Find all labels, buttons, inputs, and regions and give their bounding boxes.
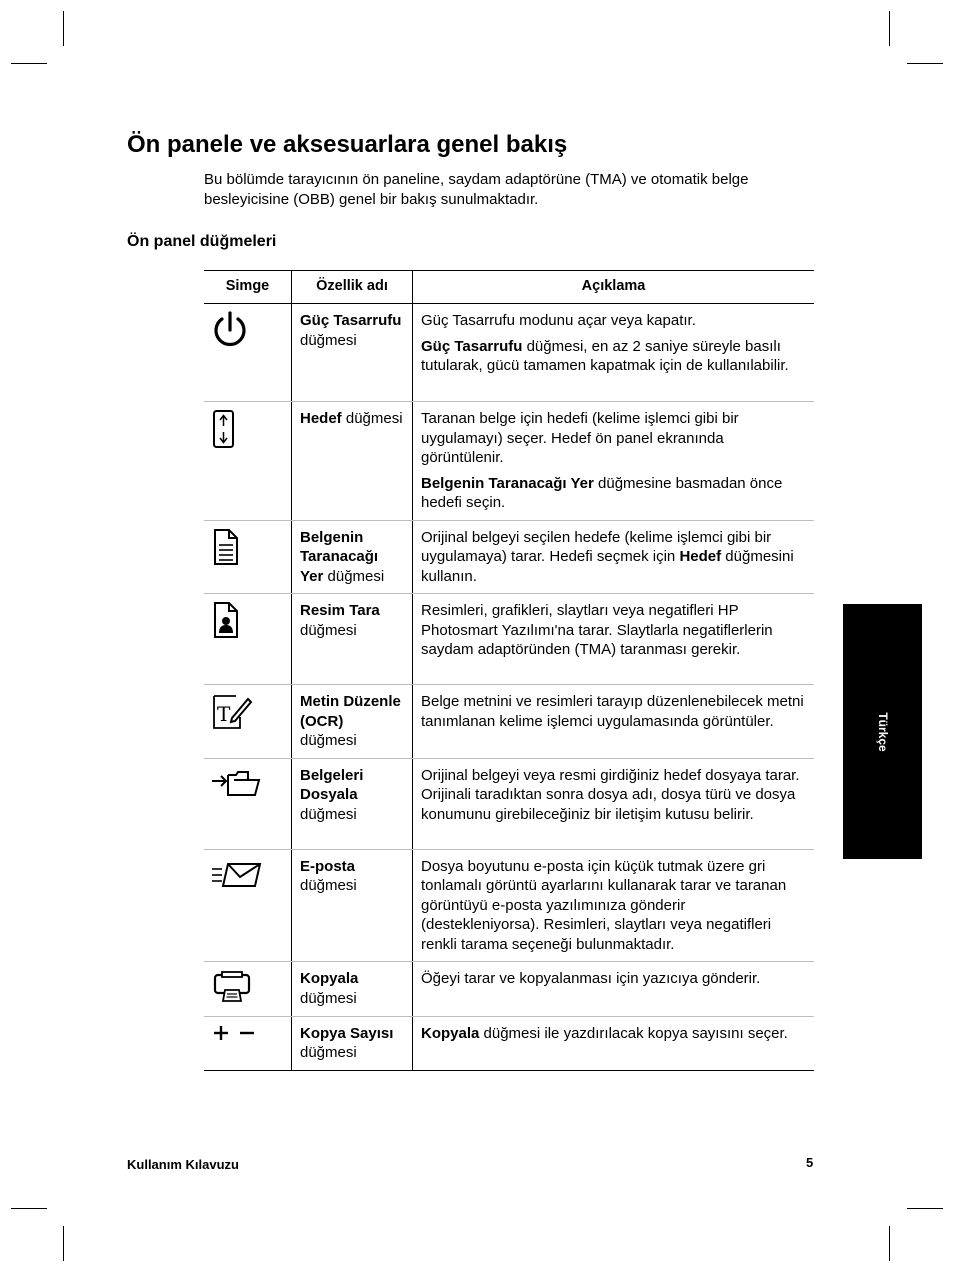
description-line: Öğeyi tarar ve kopyalanması için yazıcıya gönderir.: [421, 970, 761, 987]
feature-name-rest: düğmesi: [300, 1044, 357, 1061]
table-header-row: [204, 271, 814, 304]
feature-name-rest: düğmesi: [300, 805, 357, 823]
table-row: [204, 402, 814, 521]
language-side-tab: [843, 604, 922, 859]
section-heading: Ön panel düğmeleri: [127, 233, 277, 250]
page-title: Ön panele ve aksesuarlara genel bakış: [127, 131, 568, 158]
footer-manual-title: Kullanım Kılavuzu: [127, 1157, 239, 1172]
intro-paragraph: Bu bölümde tarayıcının ön paneline, saydam adaptörüne (TMA) ve otomatik belge besleyicisine (OBB) genel bir bakış sunulmaktadır.: [204, 171, 749, 208]
description-bold: Kopyala: [421, 1024, 480, 1042]
svg-text:T: T: [217, 702, 231, 726]
feature-name-rest: düğmesi: [300, 331, 357, 349]
copy-printer-icon: [210, 968, 254, 1004]
crop-mark: [907, 1208, 943, 1209]
description-line: [421, 528, 806, 587]
description-line: Dosya boyutunu e-posta için küçük tutmak üzere gri tonlamalı görüntü ayarlarını kullanarak tarar ve taranan görüntüyü e-posta yazılımınıza gönderir (destekleniyorsa). Resimleri, slaytları veya negatifleri renkli tarama seçeneği bulunmaktadır.: [421, 857, 787, 953]
feature-name-rest: düğmesi: [300, 621, 357, 639]
table-row: [204, 520, 814, 594]
document-icon: [210, 527, 250, 567]
feature-name-bold: Hedef: [300, 410, 342, 427]
table-row: [204, 849, 814, 962]
feature-name-bold: Kopya Sayısı: [300, 1024, 394, 1042]
description-text: düğmesi ile yazdırılacak kopya sayısını seçer.: [479, 1024, 788, 1042]
description-text: düğmesini kullanın.: [421, 548, 794, 585]
table-row: [204, 304, 814, 402]
feature-name-bold: E-posta: [300, 857, 356, 875]
description-line: Resimleri, grafikleri, slaytları veya negatifleri HP Photosmart Yazılımı'na tarar. Slaytlarla negatiflerlerin saydam adaptöründen (TMA) taranması gerekir.: [421, 602, 773, 658]
crop-mark: [889, 11, 890, 46]
feature-name-rest: düğmesi: [300, 989, 357, 1007]
ocr-edit-icon: [210, 691, 254, 731]
table-row: [204, 685, 814, 759]
feature-name-bold: Metin Düzenle (OCR): [300, 693, 401, 730]
power-icon: [210, 310, 250, 350]
feature-name-bold: Güç Tasarrufu: [300, 312, 402, 329]
destination-icon: [210, 408, 250, 452]
crop-mark: [11, 1208, 47, 1209]
feature-name-rest: düğmesi: [323, 567, 385, 585]
language-label: Türkçe: [875, 711, 890, 752]
description-bold: Hedef: [679, 548, 722, 565]
file-folder-icon: [210, 765, 264, 801]
description-line: Orijinal belgeyi veya resmi girdiğiniz hedef dosyaya tarar. Orijinali taradıktan sonra dosya adı, dosya türü ve dosya konumunu girebileceğiniz bir iletişim kutusu belirir.: [421, 766, 800, 823]
description-line: Belge metnini ve resimleri tarayıp düzenlenebilecek metni tanımlanan kelime işlemci uygulamasında görüntüler.: [421, 693, 804, 730]
table-row: [204, 758, 814, 849]
feature-name-bold: Kopyala: [300, 970, 359, 987]
feature-name-rest: düğmesi: [341, 410, 403, 427]
description-line: [421, 337, 806, 376]
feature-name-rest: düğmesi: [300, 732, 357, 749]
feature-name-rest: düğmesi: [300, 877, 357, 894]
table-row: [204, 1016, 814, 1070]
crop-mark: [11, 63, 47, 64]
email-icon: [210, 856, 264, 892]
picture-icon: [210, 600, 250, 640]
plus-minus-icon: [210, 1023, 260, 1047]
description-bold: Güç Tasarrufu: [421, 337, 523, 355]
description-line: Güç Tasarrufu modunu açar veya kapatır.: [421, 312, 696, 329]
description-line: [421, 474, 806, 513]
description-text: Orijinal belgeyi seçilen hedefe (kelime işlemci gibi bir uygulamaya) tarar. Hedefi seçmek için: [421, 528, 772, 565]
header-feature: Özellik adı: [292, 271, 413, 304]
crop-mark: [907, 63, 943, 64]
description-line: Taranan belge için hedefi (kelime işlemci gibi bir uygulamayı) seçer. Hedef ön panel ekranında görüntülenir.: [421, 410, 739, 466]
feature-name-bold: Belgenin Taranacağı Yer: [300, 528, 379, 585]
table-row: [204, 962, 814, 1017]
crop-mark: [63, 11, 64, 46]
description-text: düğmesine basmadan önce hedefi seçin.: [421, 474, 783, 511]
description-bold: Belgenin Taranacağı Yer: [421, 474, 594, 492]
description-text: düğmesi, en az 2 saniye süreyle basılı tutularak, gücü tamamen kapatmak için de kullanılabilir.: [421, 337, 789, 374]
crop-mark: [889, 1226, 890, 1261]
feature-name-bold: Belgeleri Dosyala: [300, 766, 364, 803]
description-line: [421, 1024, 806, 1044]
table-row: [204, 594, 814, 685]
page-number: 5: [806, 1155, 814, 1170]
header-description: Açıklama: [413, 271, 815, 304]
header-icon: Simge: [204, 271, 292, 304]
crop-mark: [63, 1226, 64, 1261]
front-panel-buttons-table: [204, 270, 814, 1071]
feature-name-bold: Resim Tara: [300, 602, 380, 619]
